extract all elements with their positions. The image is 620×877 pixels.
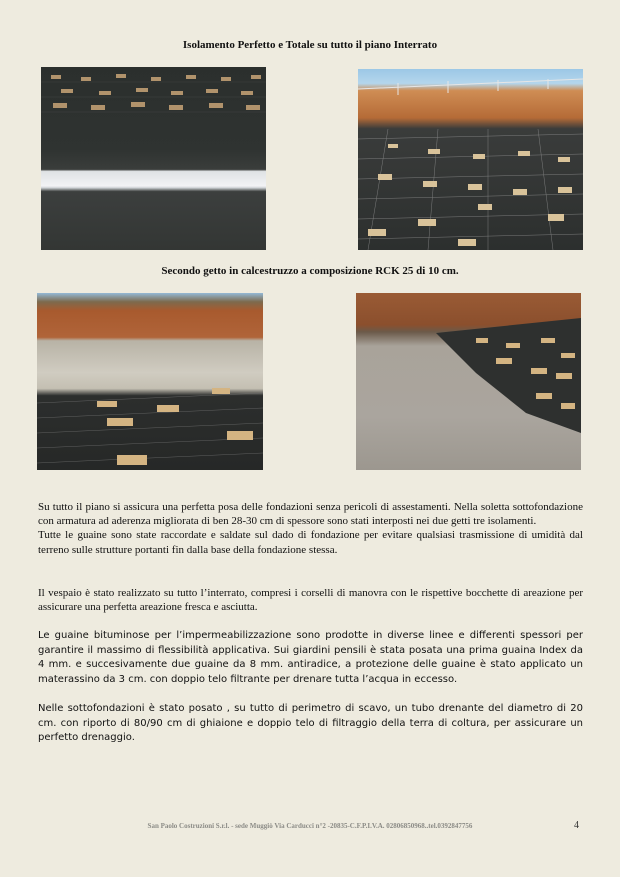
paragraph-guaine-text: Le guaine bituminose per l’impermeabilizzazione sono prodotte in diverse linee e differenti spessori per garantire il massimo di flessibilità applicativa. Sui giardini pensili è stata posata una prima guaina Index da 4 mm. e succesivamente due guaine da 8 mm. antiradice, a protezione delle guaine è stato applicato un materassino da 3 cm. con doppio telo filtrante per drenare tutta l’acqua in eccesso.: [38, 630, 583, 685]
paragraph-vespaio: [38, 586, 583, 614]
footer-company-info: San Paolo Costruzioni S.r.l. - sede Muggiò Via Carducci n°2 -20835-C.F.P.I.V.A. 02806850968..tel.0392847756: [147, 822, 473, 830]
paragraph-fondazioni-line1: Su tutto il piano si assicura una perfetta posa delle fondazioni senza pericoli di assestamenti. Nella soletta sottofondazione con armatura ad aderenza migliorata di ben 28-30 cm di spessore sono stati interposti nei due getti tre isolamenti.: [38, 501, 583, 528]
membrane-spacers-graphic: [41, 67, 266, 250]
excavation-grid-graphic: [358, 69, 583, 250]
photo-waterproofing-membrane: [41, 67, 266, 250]
paragraph-fondazioni-line2: Tutte le guaine sono state raccordate e saldate sul dado di fondazione per evitare qualsiasi trasmissione di umidità dal terreno sulle strutture portanti fin dalla base della fondazione stessa.: [38, 529, 583, 556]
paragraph-guaine: [38, 629, 583, 687]
concrete-spread-graphic: [356, 293, 581, 470]
photo-concrete-pour: [37, 293, 263, 470]
page-number: 4: [574, 820, 579, 831]
paragraph-sottofondazioni-text: Nelle sottofondazioni è stato posato , su tutto di perimetro di scavo, un tubo drenante del diametro di 20 cm. con riporto di 80/90 cm di ghiaione e doppio telo di filtraggio della terra di coltura, per assicurare un perfetto drenaggio.: [38, 703, 583, 744]
concrete-pour-graphic: [37, 293, 263, 470]
paragraph-fondazioni: [38, 500, 583, 557]
paragraph-sottofondazioni: [38, 702, 583, 746]
photo-concrete-spread: [356, 293, 581, 470]
photo-excavation-grid: [358, 69, 583, 250]
paragraph-vespaio-text: Il vespaio è stato realizzato su tutto l’interrato, compresi i corselli di manovra con le rispettive bocchette di areazione per assicurare una perfetta areazione fresca e asciutta.: [38, 587, 583, 614]
heading-isolamento: Isolamento Perfetto e Totale su tutto il piano Interrato: [182, 39, 438, 51]
heading-secondo-getto: Secondo getto in calcestruzzo a composizione RCK 25 di 10 cm.: [161, 265, 459, 277]
